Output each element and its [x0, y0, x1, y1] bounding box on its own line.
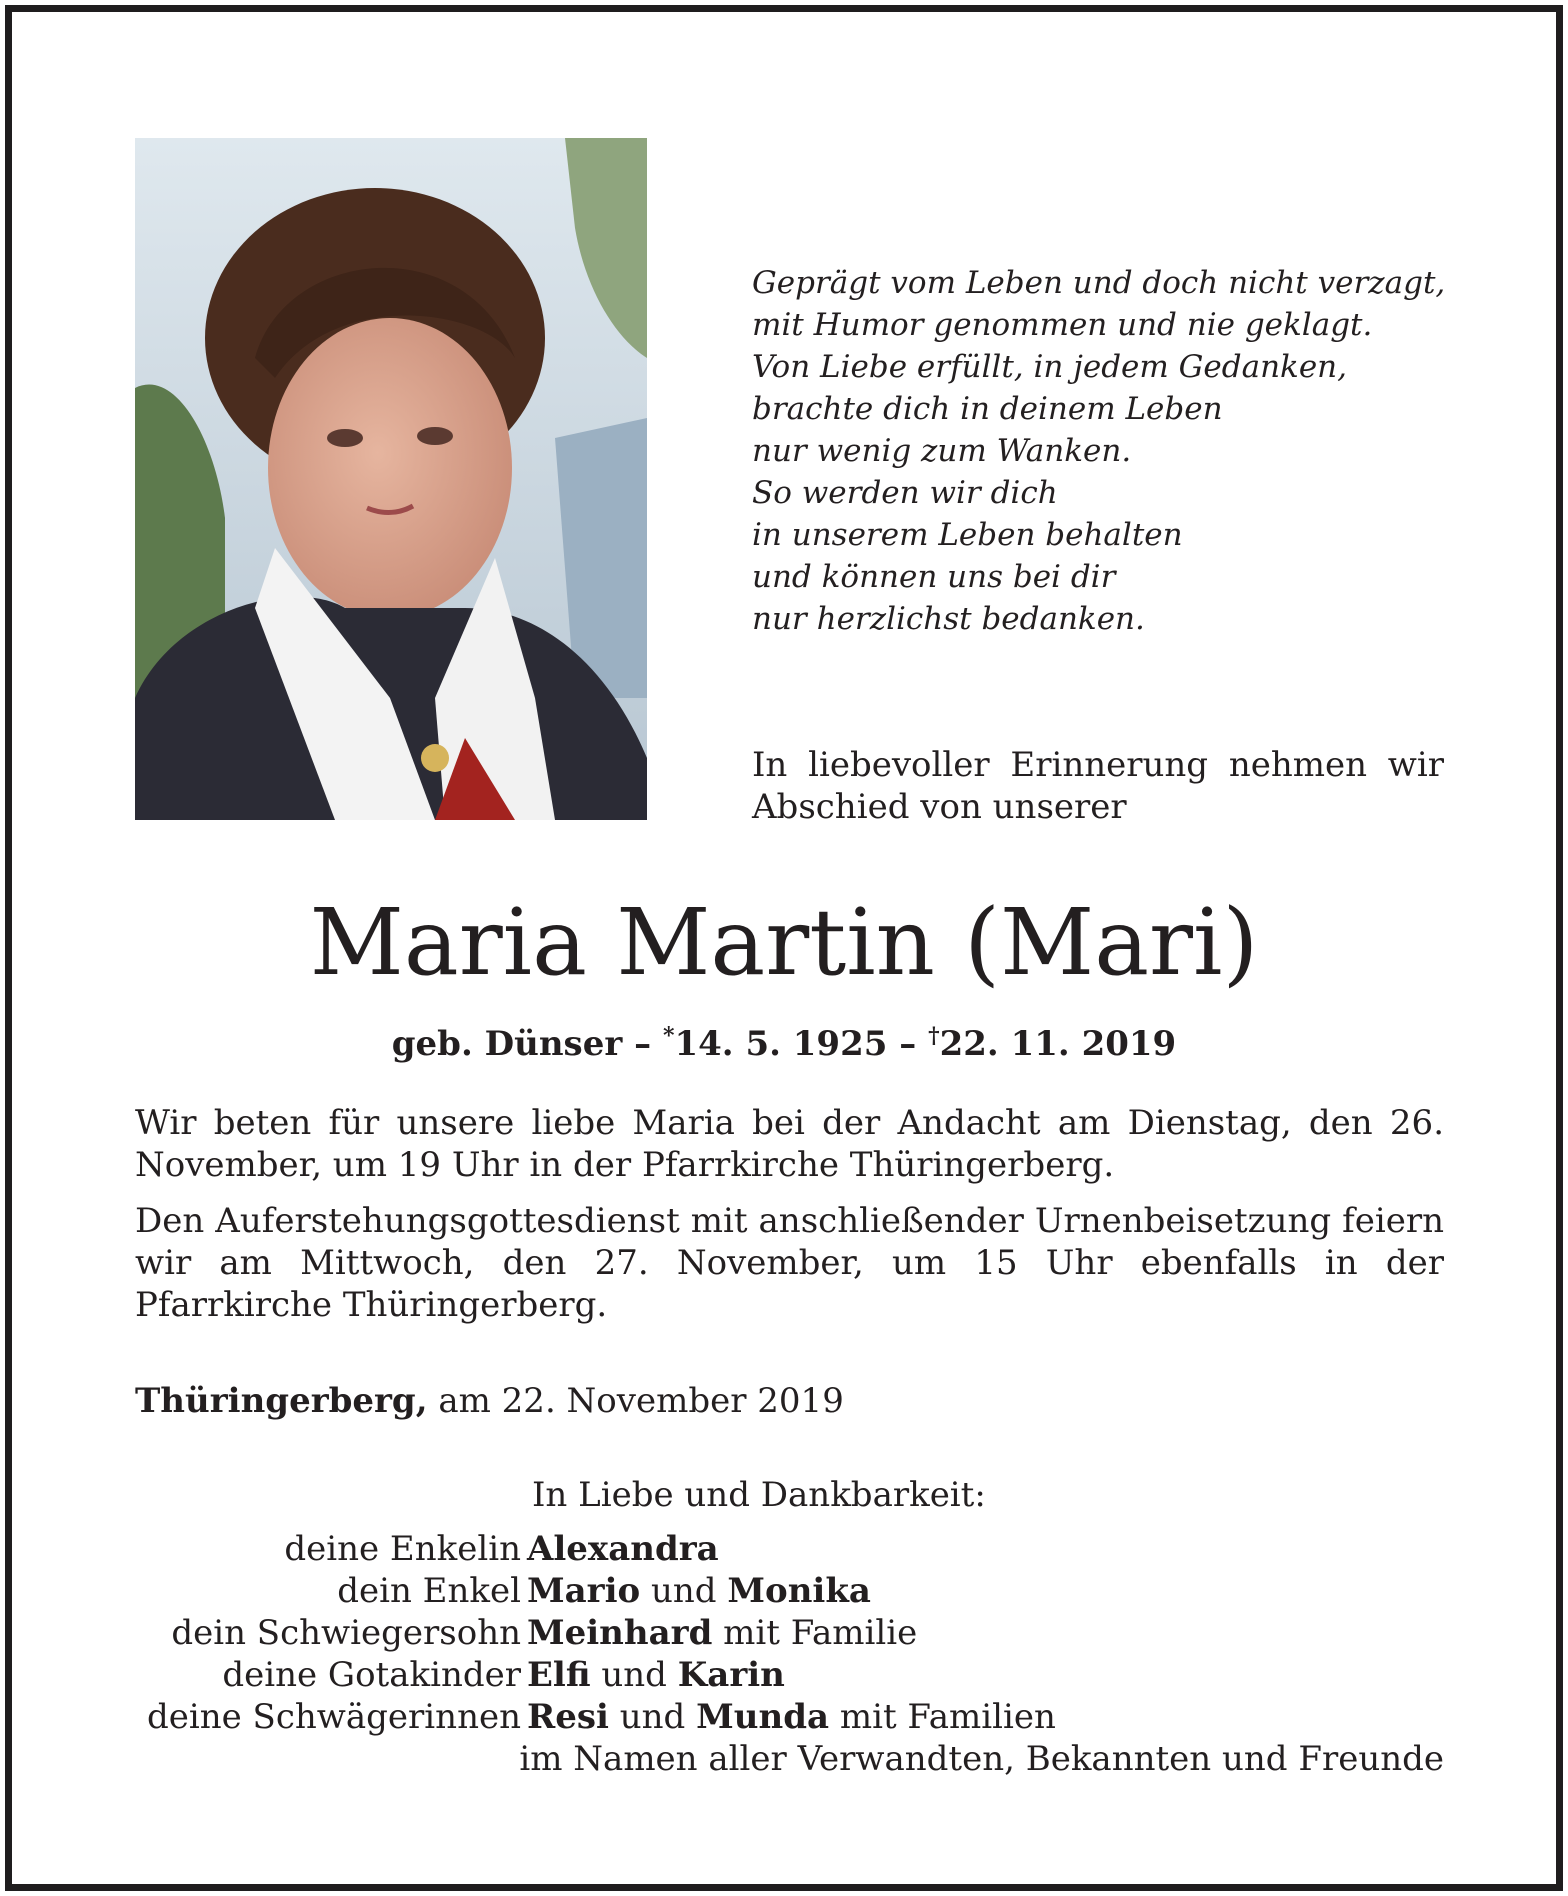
joiner: und — [651, 1571, 717, 1611]
relation: dein Enkel — [337, 1571, 521, 1611]
mourner-row — [135, 1696, 1444, 1738]
mourner-names — [527, 1570, 871, 1612]
dash: – — [634, 1024, 652, 1064]
birth-mark: * — [662, 1023, 675, 1049]
relation: deine Enkelin — [284, 1529, 521, 1569]
deceased-name: Maria Martin (Mari) — [309, 889, 1259, 996]
mourner-names — [527, 1654, 785, 1696]
relation: deine Gotakinder — [222, 1655, 521, 1695]
mourner-name: Monika — [727, 1571, 871, 1611]
poem-line: nur herzlichst bedanken. — [752, 601, 1145, 637]
mourner-names — [527, 1612, 917, 1654]
joiner: und — [601, 1655, 667, 1695]
poem-line: Von Liebe erfüllt, in jedem Gedanken, — [752, 349, 1347, 385]
poem-line: in unserem Leben behalten — [752, 517, 1183, 553]
place-date-line — [135, 1380, 844, 1422]
farewell-text: In liebevoller Erinnerung nehmen wir Abschied von unserer — [752, 745, 1444, 827]
suffix: mit Familie — [723, 1613, 918, 1653]
poem-line: mit Humor genommen und nie geklagt. — [752, 307, 1373, 343]
mourners-list — [135, 1528, 1444, 1780]
portrait-image — [135, 138, 647, 820]
obituary-notice — [5, 5, 1563, 1891]
poem-line: nur wenig zum Wanken. — [752, 433, 1132, 469]
mourner-names — [527, 1696, 1056, 1738]
death-mark: † — [928, 1023, 940, 1049]
mourner-name: Mario — [527, 1571, 641, 1611]
mourner-row — [135, 1654, 1444, 1696]
mourner-row — [135, 1738, 1444, 1780]
mourner-name: Munda — [696, 1697, 830, 1737]
prayer-paragraph: Wir beten für unsere liebe Maria bei der Andacht am Dienstag, den 26. November, um 19 Uhr in der Pfarrkirche Thüringerberg. — [135, 1103, 1444, 1185]
mourner-name: Meinhard — [527, 1613, 713, 1653]
life-dates — [12, 1014, 1556, 1066]
mourner-name: Karin — [677, 1655, 785, 1695]
mourner-name: Elfi — [527, 1655, 591, 1695]
date: am 22. November 2019 — [438, 1381, 844, 1421]
relation — [135, 1738, 519, 1780]
mourner-row — [135, 1570, 1444, 1612]
maiden-name: geb. Dünser — [391, 1024, 623, 1064]
mourner-names — [519, 1738, 1444, 1780]
relation: deine Schwägerinnen — [146, 1697, 521, 1737]
service-paragraph: Den Auferstehungsgottesdienst mit anschließender Urnenbeisetzung feiern wir am Mittwoch, den 27. November, um 15 Uhr ebenfalls in der Pfarrkirche Thüringerberg. — [135, 1201, 1444, 1325]
place: Thüringerberg, — [135, 1381, 428, 1421]
poem — [752, 262, 1452, 640]
mourner-names — [527, 1528, 719, 1570]
death-date: 22. 11. 2019 — [939, 1024, 1177, 1064]
poem-line: und können uns bei dir — [752, 559, 1116, 595]
poem-line: So werden wir dich — [752, 475, 1058, 511]
mourner-row — [135, 1528, 1444, 1570]
poem-line: Geprägt vom Leben und doch nicht verzagt, — [752, 265, 1446, 301]
portrait-photo — [135, 138, 647, 820]
suffix: mit Familien — [839, 1697, 1056, 1737]
mourner-name: Resi — [527, 1697, 609, 1737]
mourner-row — [135, 1612, 1444, 1654]
dash: – — [899, 1024, 917, 1064]
poem-line: brachte dich in deinem Leben — [752, 391, 1223, 427]
relation: dein Schwiegersohn — [171, 1613, 521, 1653]
gratitude-heading: In Liebe und Dankbarkeit: — [532, 1475, 986, 1515]
joiner: und — [619, 1697, 686, 1737]
closing-line: im Namen aller Verwandten, Bekannten und Freunde — [519, 1739, 1444, 1779]
birth-date: 14. 5. 1925 — [674, 1024, 888, 1064]
mourner-name: Alexandra — [527, 1529, 719, 1569]
